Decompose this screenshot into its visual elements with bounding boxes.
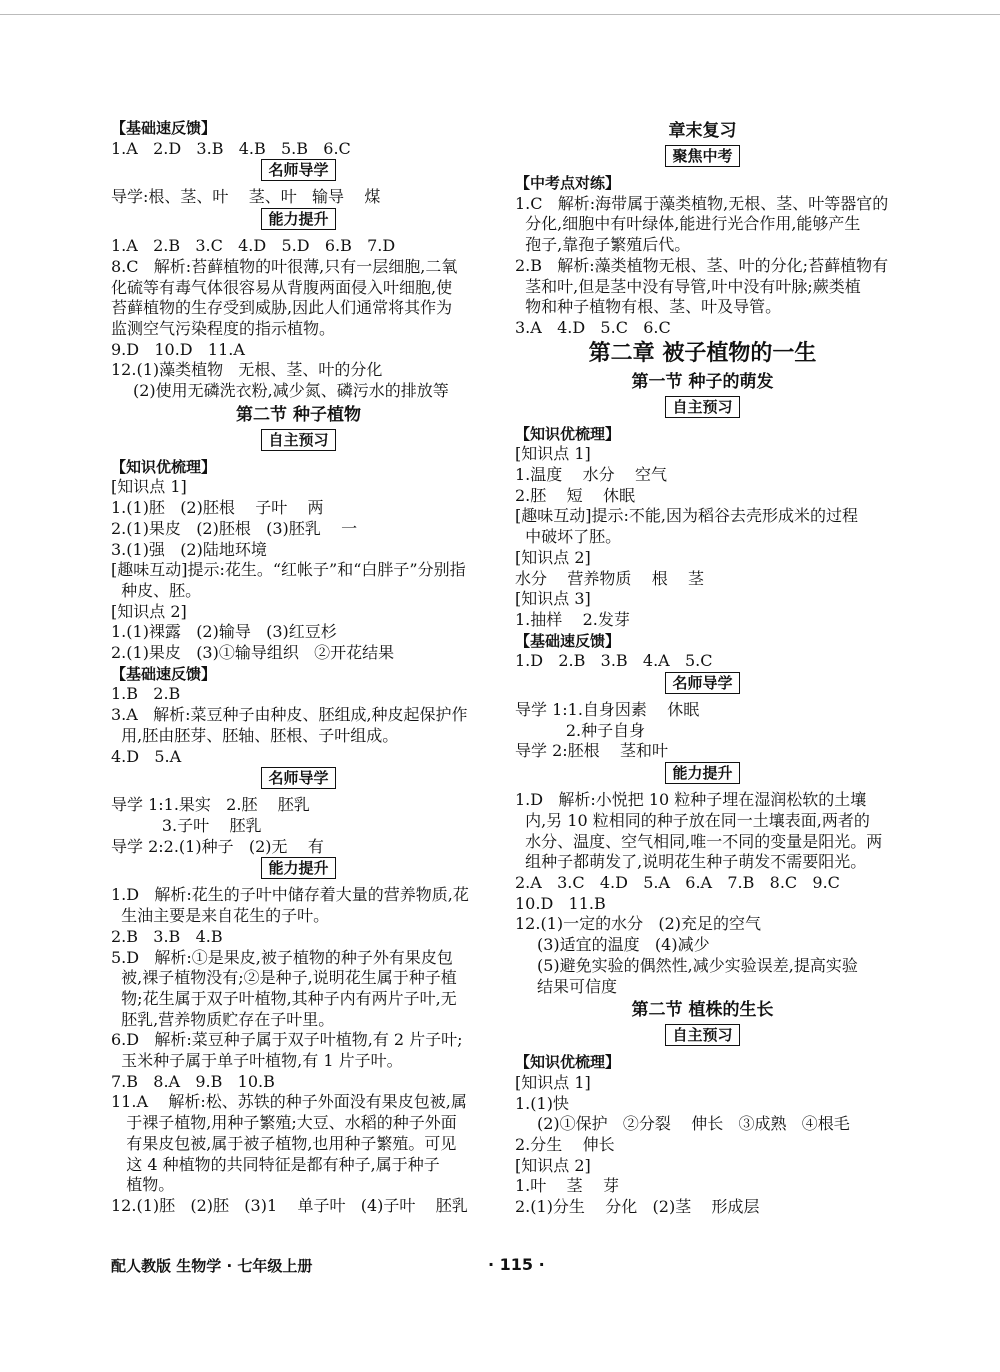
footer-edition: 配人教版 生物学 · 七年级上册 <box>111 1257 313 1275</box>
section-label-box <box>515 672 890 700</box>
answer-line: 3.A 4.D 5.C 6.C <box>515 317 671 337</box>
answer-line: [知识点 2] <box>111 601 187 621</box>
section-label: 自主预习 <box>261 429 335 451</box>
answer-line: 9.D 10.D 11.A <box>111 339 245 359</box>
answer-line: 1.A 2.B 3.C 4.D 5.D 6.B 7.D <box>111 236 396 256</box>
answer-line: [知识点 1] <box>111 477 187 497</box>
answer-line: 1.C 解析:海带属于藻类植物,无根、茎、叶等器官的 <box>515 193 889 213</box>
section-label-box <box>111 429 486 457</box>
subheading: 【知识优梳理】 <box>111 457 217 476</box>
answer-line: 孢子,靠孢子繁殖后代。 <box>515 235 691 255</box>
answer-line: 于裸子植物,用种子繁殖;大豆、水稻的种子外面 <box>111 1113 457 1133</box>
answer-line: 2.A 3.C 4.D 5.A 6.A 7.B 8.C 9.C <box>515 872 840 892</box>
section-label-box <box>515 145 890 173</box>
answer-line: [知识点 1] <box>515 1072 591 1092</box>
answer-line: 物和种子植物有根、茎、叶及导管。 <box>515 297 782 317</box>
answer-line: 化硫等有毒气体很容易从背腹两面侵入叶细胞,使 <box>111 277 453 297</box>
answer-line: 2.(1)果皮 (2)胚根 (3)胚乳 一 <box>111 518 358 538</box>
answer-line: 这 4 种植物的共同特征是都有种子,属于种子 <box>111 1154 440 1174</box>
answer-line: [知识点 2] <box>515 547 591 567</box>
answer-line: 分化,细胞中有叶绿体,能进行光合作用,能够产生 <box>515 214 861 234</box>
answer-line: [趣味互动]提示:不能,因为稻谷去壳形成米的过程 <box>515 506 858 526</box>
answer-line: 水分、温度、空气相同,唯一不同的变量是阳光。两 <box>515 831 883 851</box>
answer-line: 导学:根、茎、叶 茎、叶 输导 煤 <box>111 187 381 207</box>
section-label: 聚焦中考 <box>665 145 739 167</box>
answer-line: 导学 1:1.果实 2.胚 胚乳 <box>111 795 310 815</box>
answer-line: 10.D 11.B <box>515 893 606 913</box>
answer-line: 茎和叶,但是茎中没有导管,叶中没有叶脉;蕨类植 <box>515 276 861 296</box>
scan-top-edge <box>0 14 1000 15</box>
page-number: · 115 · <box>488 1255 545 1274</box>
answer-line: 导学 1:1.自身因素 休眠 <box>515 700 700 720</box>
subheading: 【知识优梳理】 <box>515 424 621 443</box>
answer-line: [趣味互动]提示:花生。“红帐子”和“白胖子”分别指 <box>111 560 466 580</box>
section-label-box <box>515 396 890 424</box>
section-label: 自主预习 <box>665 396 739 418</box>
answer-line: 1.温度 水分 空气 <box>515 465 667 485</box>
answer-line: 内,另 10 粒相同的种子放在同一土壤表面,两者的 <box>515 810 870 830</box>
answer-line: [知识点 2] <box>515 1155 591 1175</box>
answer-line: 中破坏了胚。 <box>515 527 622 547</box>
answer-line: 种皮、胚。 <box>111 580 202 600</box>
answer-line: 生油主要是来自花生的子叶。 <box>111 906 330 926</box>
answer-line: 2.B 3.B 4.B <box>111 926 223 946</box>
answer-line: 1.D 解析:小悦把 10 粒种子埋在湿润松软的土壤 <box>515 790 867 810</box>
subheading: 【基础速反馈】 <box>515 631 621 650</box>
answer-line: 2.(1)分生 分化 (2)茎 形成层 <box>515 1197 760 1217</box>
answer-line: 1.(1)裸露 (2)输导 (3)红豆杉 <box>111 622 337 642</box>
section-heading: 第二节 种子植物 <box>236 404 361 425</box>
answer-line: 1.叶 茎 芽 <box>515 1176 619 1196</box>
section-label: 名师导学 <box>261 767 335 789</box>
subheading: 【基础速反馈】 <box>111 664 217 683</box>
answer-line: 结果可信度 <box>537 976 618 996</box>
answer-line: 2.胚 短 休眠 <box>515 485 635 505</box>
answer-line: 12.(1)胚 (2)胚 (3)1 单子叶 (4)子叶 胚乳 <box>111 1195 468 1215</box>
answer-line: 导学 2:胚根 茎和叶 <box>515 741 669 761</box>
answer-line: 2.(1)果皮 (3)①输导组织 ②开花结果 <box>111 643 395 663</box>
answer-line: 苔藓植物的生存受到威胁,因此人们通常将其作为 <box>111 298 453 318</box>
section-label: 能力提升 <box>665 762 739 784</box>
answer-line: 物;花生属于双子叶植物,其种子内有两片子叶,无 <box>111 988 457 1008</box>
answer-line: 有果皮包被,属于被子植物,也用种子繁殖。可见 <box>111 1133 457 1153</box>
subheading: 【知识优梳理】 <box>515 1053 621 1072</box>
answer-line: 3.A 解析:菜豆种子由种皮、胚组成,种皮起保护作 <box>111 705 468 725</box>
section-label-box <box>515 762 890 790</box>
answer-line: 4.D 5.A <box>111 746 182 766</box>
answer-line: 1.D 解析:花生的子叶中储存着大量的营养物质,花 <box>111 885 469 905</box>
answer-line: 被,裸子植物没有;②是种子,说明花生属于种子植 <box>111 968 457 988</box>
answer-line: 1.抽样 2.发芽 <box>515 609 630 629</box>
answer-line: 2.B 解析:藻类植物无根、茎、叶的分化;苔藓植物有 <box>515 255 889 275</box>
answer-line: 1.B 2.B <box>111 684 181 704</box>
answer-line: 1.A 2.D 3.B 4.B 5.B 6.C <box>111 138 351 158</box>
answer-line: 2.种子自身 <box>515 720 646 740</box>
answer-line: 11.A 解析:松、苏铁的种子外面没有果皮包被,属 <box>111 1092 467 1112</box>
answer-line: (2)①保护 ②分裂 伸长 ③成熟 ④根毛 <box>537 1114 850 1134</box>
answer-line: 2.分生 伸长 <box>515 1135 615 1155</box>
subheading: 【基础速反馈】 <box>111 119 217 137</box>
answer-line: 12.(1)藻类植物 无根、茎、叶的分化 <box>111 360 383 380</box>
answer-line: 6.D 解析:菜豆种子属于双子叶植物,有 2 片子叶; <box>111 1030 463 1050</box>
answer-line: 12.(1)一定的水分 (2)充足的空气 <box>515 914 762 934</box>
answer-line: 3.子叶 胚乳 <box>111 815 262 835</box>
right-column <box>515 118 890 1218</box>
section-label-box <box>515 1024 890 1052</box>
section-heading: 第一节 种子的萌发 <box>631 371 774 392</box>
answer-line: [知识点 1] <box>515 444 591 464</box>
answer-line: 1.D 2.B 3.B 4.A 5.C <box>515 651 713 671</box>
answer-line: 用,胚由胚芽、胚轴、胚根、子叶组成。 <box>111 725 399 745</box>
answer-line: 玉米种子属于单子叶植物,有 1 片子叶。 <box>111 1051 403 1071</box>
section-label-box <box>111 857 486 885</box>
answer-line: 3.(1)强 (2)陆地环境 <box>111 539 267 559</box>
section-heading: 第二节 植株的生长 <box>631 1000 774 1021</box>
section-heading: 章末复习 <box>668 121 737 141</box>
answer-line: 导学 2:2.(1)种子 (2)无 有 <box>111 836 324 856</box>
answer-line: 7.B 8.A 9.B 10.B <box>111 1071 275 1091</box>
section-label: 名师导学 <box>665 672 739 694</box>
answer-line: (3)适宜的温度 (4)减少 <box>537 935 710 955</box>
answer-line: 5.D 解析:①是果皮,被子植物的种子外有果皮包 <box>111 947 453 967</box>
answer-line: 植物。 <box>111 1175 175 1195</box>
section-label-box <box>111 208 486 236</box>
answer-line: 8.C 解析:苔藓植物的叶很薄,只有一层细胞,二氧 <box>111 256 458 276</box>
left-column <box>111 118 486 1217</box>
section-label: 能力提升 <box>261 857 335 879</box>
subheading: 【中考点对练】 <box>515 174 621 192</box>
section-label: 能力提升 <box>261 208 335 230</box>
answer-line: (5)避免实验的偶然性,减少实验误差,提高实验 <box>537 955 858 975</box>
section-label-box <box>111 159 486 187</box>
chapter-heading: 第二章 被子植物的一生 <box>588 340 817 366</box>
answer-line: 1.(1)胚 (2)胚根 子叶 两 <box>111 498 324 518</box>
section-label: 名师导学 <box>261 159 335 181</box>
answer-line: (2)使用无磷洗衣粉,减少氮、磷污水的排放等 <box>133 381 449 401</box>
answer-line: 组种子都萌发了,说明花生种子萌发不需要阳光。 <box>515 852 867 872</box>
answer-line: 胚乳,营养物质贮存在子叶里。 <box>111 1009 335 1029</box>
section-label: 自主预习 <box>665 1024 739 1046</box>
section-label-box <box>111 767 486 795</box>
answer-line: 1.(1)快 <box>515 1093 569 1113</box>
answer-line: 监测空气污染程度的指示植物。 <box>111 318 336 338</box>
answer-line: [知识点 3] <box>515 589 591 609</box>
answer-line: 水分 营养物质 根 茎 <box>515 568 705 588</box>
